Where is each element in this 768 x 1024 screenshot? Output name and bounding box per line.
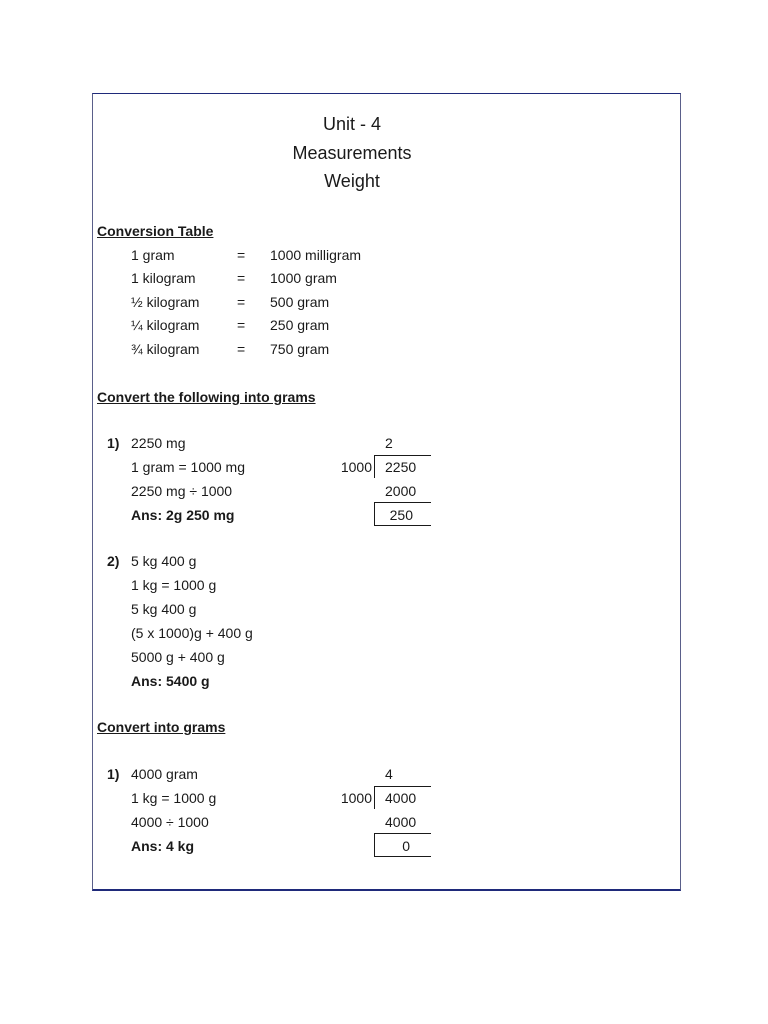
- division-bracket: [374, 786, 375, 809]
- problem-line: (5 x 1000)g + 400 g: [131, 625, 253, 641]
- unit-title: Unit - 4: [322, 114, 382, 134]
- division-remainder-underline: [374, 856, 431, 857]
- division-bracket: [374, 455, 375, 478]
- conversion-row-left: ¾ kilogram: [131, 341, 200, 357]
- division-quotient: 2: [385, 435, 393, 451]
- topic-title: Measurements: [292, 143, 412, 163]
- problem-number: 2): [107, 553, 120, 569]
- problem-line: 5 kg 400 g: [131, 601, 197, 617]
- division-divisor: 1000: [340, 790, 372, 806]
- conversion-row-eq: =: [237, 341, 246, 357]
- problem-line: 4000 ÷ 1000: [131, 814, 209, 830]
- problem-number: 1): [107, 766, 120, 782]
- division-dividend: 4000: [385, 790, 417, 806]
- conversion-row-right: 750 gram: [270, 341, 330, 357]
- division-divisor: 1000: [340, 459, 372, 475]
- conversion-row-eq: =: [237, 270, 246, 286]
- problem-line: 5000 g + 400 g: [131, 649, 225, 665]
- problem-answer: Ans: 4 kg: [131, 838, 195, 854]
- division-remainder: 0: [402, 838, 410, 854]
- conversion-row-eq: =: [237, 317, 246, 333]
- problem-line: 1 kg = 1000 g: [131, 790, 217, 806]
- conversion-row-right: 1000 milligram: [270, 247, 362, 263]
- conversion-row-right: 1000 gram: [270, 270, 337, 286]
- division-quotient: 4: [385, 766, 393, 782]
- division-remainder-bracket: [374, 502, 375, 525]
- division-subtract: 2000: [385, 483, 417, 499]
- division-dividend: 2250: [385, 459, 417, 475]
- problem-line: 4000 gram: [131, 766, 198, 782]
- division-subtract: 4000: [385, 814, 417, 830]
- problem-answer: Ans: 2g 250 mg: [131, 507, 235, 523]
- subtopic-title: Weight: [324, 171, 380, 191]
- problem-line: 1 gram = 1000 mg: [131, 459, 246, 475]
- division-remainder-underline: [374, 525, 431, 526]
- problem-line: 2250 mg: [131, 435, 186, 451]
- conversion-table-heading: Conversion Table: [97, 223, 214, 239]
- conversion-row-eq: =: [237, 247, 246, 263]
- problem-number: 1): [107, 435, 120, 451]
- division-underline: [374, 833, 431, 834]
- division-remainder: 250: [389, 507, 413, 523]
- conversion-row-right: 250 gram: [270, 317, 330, 333]
- division-remainder-bracket: [374, 833, 375, 856]
- section2-heading: Convert into grams: [97, 719, 226, 735]
- division-underline: [374, 502, 431, 503]
- problem-line: 2250 mg ÷ 1000: [131, 483, 233, 499]
- conversion-row-left: ½ kilogram: [131, 294, 200, 310]
- conversion-row-right: 500 gram: [270, 294, 330, 310]
- problem-answer: Ans: 5400 g: [131, 673, 210, 689]
- conversion-row-left: 1 kilogram: [131, 270, 196, 286]
- division-bar: [374, 455, 431, 456]
- problem-line: 1 kg = 1000 g: [131, 577, 217, 593]
- conversion-row-left: 1 gram: [131, 247, 175, 263]
- division-bar: [374, 786, 431, 787]
- section1-heading: Convert the following into grams: [97, 389, 316, 405]
- conversion-row-eq: =: [237, 294, 246, 310]
- conversion-row-left: ¼ kilogram: [131, 317, 200, 333]
- problem-line: 5 kg 400 g: [131, 553, 197, 569]
